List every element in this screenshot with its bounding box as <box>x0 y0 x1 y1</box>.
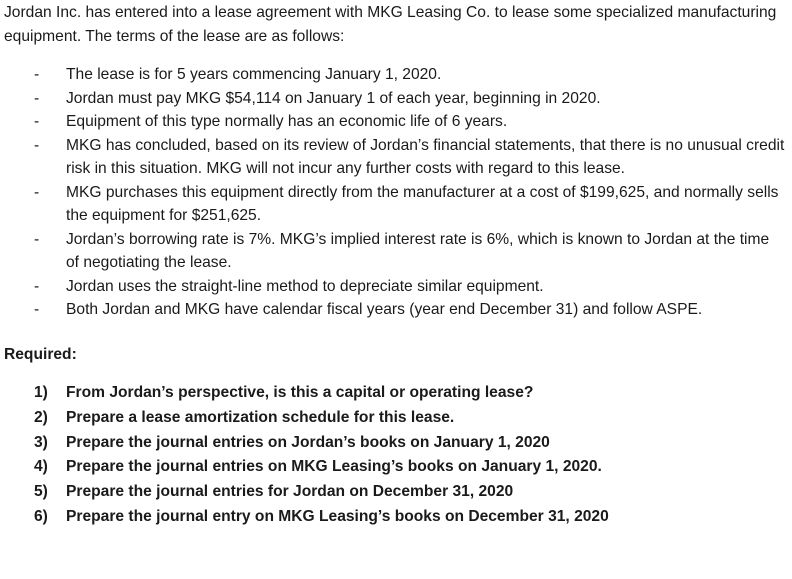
term-text: Both Jordan and MKG have calendar fiscal years (year end December 31) and follow ASPE. <box>66 301 703 318</box>
question-text: Prepare the journal entries for Jordan on December 31, 2020 <box>66 483 514 501</box>
list-item <box>4 505 786 530</box>
lease-terms-list <box>4 63 786 322</box>
dash-bullet: - <box>34 113 40 130</box>
term-text: Jordan must pay MKG $54,114 on January 1 of each year, beginning in 2020. <box>66 89 601 107</box>
list-item <box>4 381 786 406</box>
term-text: MKG has concluded, based on its review of Jordan’s financial statements, that there is no unusual credit risk in this situation. MKG will not incur any further costs with regard to this lease. <box>66 136 785 177</box>
question-text: Prepare the journal entry on MKG Leasing’s books on December 31, 2020 <box>66 507 609 525</box>
term-text: Jordan uses the straight-line method to depreciate similar equipment. <box>66 277 544 295</box>
question-number: 6) <box>34 507 48 525</box>
dash-bullet: - <box>34 183 40 201</box>
list-item <box>4 275 786 299</box>
term-text: Equipment of this type normally has an economic life of 6 years. <box>66 113 508 130</box>
dash-bullet: - <box>34 66 40 83</box>
question-number: 1) <box>34 384 48 401</box>
term-text: Jordan’s borrowing rate is 7%. MKG’s implied interest rate is 6%, which is known to Jordan at the time of negotiating the lease. <box>66 230 770 271</box>
question-text: From Jordan’s perspective, is this a capital or operating lease? <box>66 384 534 401</box>
question-number: 4) <box>34 458 48 476</box>
question-text: Prepare the journal entries on MKG Leasing’s books on January 1, 2020. <box>66 458 602 476</box>
dash-bullet: - <box>34 230 40 248</box>
term-text: MKG purchases this equipment directly from the manufacturer at a cost of $199,625, and normally sells the equipment for $251,625. <box>66 183 779 224</box>
list-item <box>4 455 786 480</box>
list-item <box>4 228 786 275</box>
question-text: Prepare the journal entries on Jordan’s books on January 1, 2020 <box>66 433 550 451</box>
list-item <box>4 431 786 456</box>
question-text: Prepare a lease amortization schedule for this lease. <box>66 408 455 426</box>
dash-bullet: - <box>34 136 40 154</box>
required-heading: Required: <box>4 345 77 363</box>
list-item <box>4 63 786 87</box>
intro-paragraph: Jordan Inc. has entered into a lease agreement with MKG Leasing Co. to lease some specialized manufacturing equipment. The terms of the lease are as follows: <box>4 4 777 45</box>
list-item <box>4 298 786 322</box>
list-item <box>4 480 786 505</box>
dash-bullet: - <box>34 89 40 107</box>
list-item <box>4 181 786 228</box>
dash-bullet: - <box>34 277 40 295</box>
question-number: 2) <box>34 408 48 426</box>
question-number: 3) <box>34 433 48 451</box>
term-text: The lease is for 5 years commencing January 1, 2020. <box>66 66 442 83</box>
list-item <box>4 134 786 181</box>
list-item <box>4 406 786 431</box>
required-questions-list <box>4 381 786 530</box>
list-item <box>4 110 786 134</box>
question-number: 5) <box>34 483 48 501</box>
dash-bullet: - <box>34 301 40 318</box>
list-item <box>4 87 786 111</box>
